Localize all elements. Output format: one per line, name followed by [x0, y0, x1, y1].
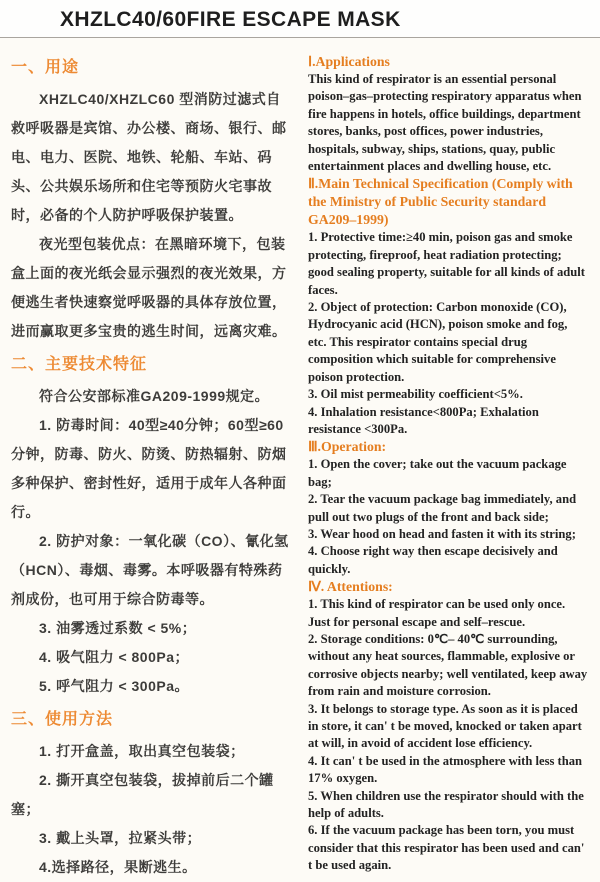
section-heading: Ⅰ.Applications [308, 54, 390, 69]
section-heading: 二、主要技术特征 [11, 356, 148, 373]
section-heading: 三、使用方法 [11, 711, 114, 728]
section-heading: 一、用途 [11, 59, 80, 76]
section-heading: Ⅱ.Main Technical Specification (Comply with the Ministry of Public Security standard GA209–1999) [308, 176, 573, 228]
content-area [0, 38, 600, 882]
paragraph: 夜光型包装优点：在黑暗环境下，包装盒上面的夜光纸会显示强烈的夜光效果，方便逃生者快速察觉呼吸器的具体存放位置，进而赢取更多宝贵的逃生时间，远离灾难。 [11, 236, 287, 339]
paragraph: 3. It belongs to storage type. As soon as it is placed in store, it can' t be moved, knocked or taken apart at will, in avoid of accident lose efficiency. [308, 701, 582, 751]
section-heading: Ⅲ.Operation: [308, 439, 387, 455]
paragraph: 3. 戴上头罩，拉紧头带； [39, 830, 202, 846]
chinese-column [11, 53, 292, 882]
paragraph: 5. When children use the respirator should with the help of adults. [308, 788, 584, 821]
paragraph: 1. Protective time:≥40 min, poison gas and smoke protecting, fireproof, heat radiation protecting; good sealing property, suitable for all kinds of adult faces. [308, 230, 585, 297]
paragraph: 1. 打开盒盖，取出真空包装袋； [39, 743, 245, 759]
paragraph: 4. 吸气阻力 < 800Pa； [39, 649, 190, 665]
paragraph: 2. 防护对象：一氧化碳（CO）、氰化氢（HCN）、毒烟、毒雾。本呼吸器有特殊药剂成份，也可用于综合防毒等。 [11, 533, 289, 607]
paragraph: 2. 撕开真空包装袋，拔掉前后二个罐塞； [11, 772, 274, 817]
paragraph: XHZLC40/XHZLC60 型消防过滤式自救呼吸器是宾馆、办公楼、商场、银行、邮电、电力、医院、地铁、轮船、车站、码头、公共娱乐场所和住宅等预防火宅事故时，必备的个人防护呼吸保护装置。 [11, 91, 287, 223]
paragraph: 4. Choose right way then escape decisively and quickly. [308, 544, 558, 576]
paragraph: This kind of respirator is an essential personal poison–gas–protecting respiratory apparatus when fire happens in hotels, office buildings, department stores, banks, post offices, power industries, hospitals, subway, ships, stations, quay, public entertainment places and dwelling house, etc. [308, 72, 582, 174]
paragraph: 符合公安部标准GA209-1999规定。 [39, 388, 270, 404]
paragraph: 1. This kind of respirator can be used only once. Just for personal escape and self–rescue. [308, 597, 566, 629]
paragraph: 2. Object of protection: Carbon monoxide (CO), Hydrocyanic acid (HCN), poison smoke and fog, etc. This respirator contains special drug composition which suitable for comprehensive poison protection. [308, 300, 568, 384]
paragraph: 4. It can' t be used in the atmosphere with less than 17% oxygen. [308, 753, 583, 786]
paragraph: 3. 油雾透过系数 < 5%； [39, 620, 197, 636]
paragraph: 3. Oil mist permeability coefficient<5%. [308, 387, 523, 402]
paragraph: 6. If the vacuum package has been torn, you must consider that this respirator has been used and can' t be used again. [308, 823, 585, 873]
section-heading: Ⅳ. Attentions: [308, 579, 393, 595]
page-title: XHZLC40/60FIRE ESCAPE MASK [60, 8, 401, 31]
paragraph: 2. Tear the vacuum package bag immediately, and pull out two plugs of the front and back side; [308, 492, 577, 524]
paragraph: 1. 防毒时间：40型≥40分钟；60型≥60分钟，防毒、防火、防烫、防热辐射、防烟多种保护、密封性好，适用于成年人各种面行。 [11, 417, 287, 520]
paragraph: 5. 呼气阻力 < 300Pa。 [39, 678, 190, 694]
document-header [0, 0, 600, 37]
english-column [308, 53, 588, 882]
paragraph: 3. Wear hood on head and fasten it with its string; [308, 526, 576, 541]
paragraph: 2. Storage conditions: 0℃– 40℃ surrounding, without any heat sources, flammable, explosive or corrosive objects nearby; well ventilated, keep away from rain and moisture corrosion. [308, 631, 588, 699]
paragraph: 4.选择路径，果断逃生。 [39, 859, 197, 875]
paragraph: 4. Inhalation resistance<800Pa; Exhalation resistance <300Pa. [308, 404, 539, 436]
paragraph: 1. Open the cover; take out the vacuum package bag; [308, 457, 567, 489]
